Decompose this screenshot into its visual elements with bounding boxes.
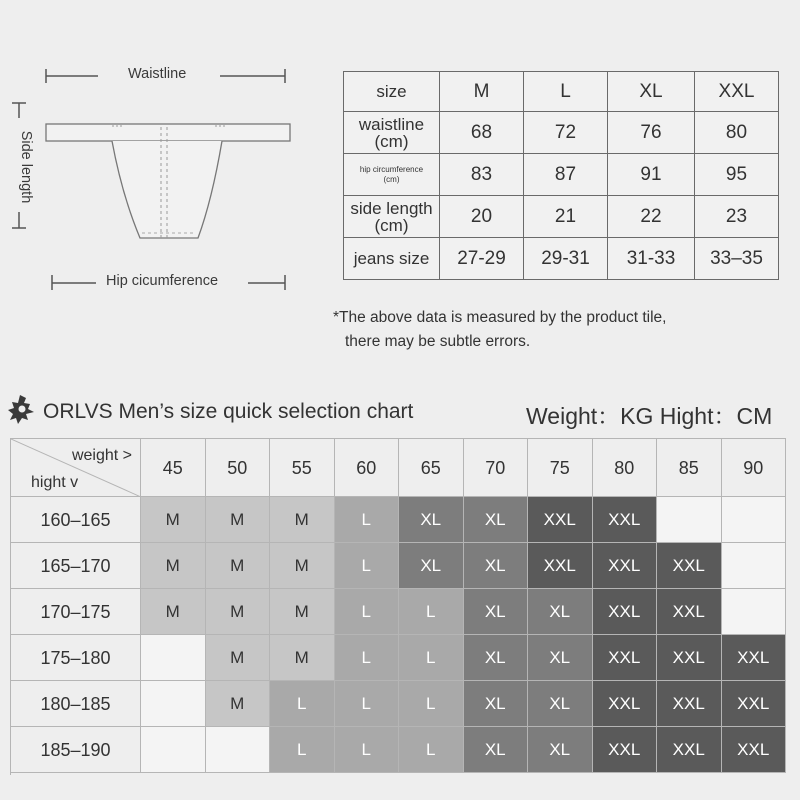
size-selection-grid <box>10 438 786 775</box>
table-cell: 68 <box>440 112 524 154</box>
size-header-cell: L <box>524 72 608 112</box>
size-cell: M <box>206 681 271 727</box>
row-label: side length (cm) <box>344 196 440 238</box>
hip-label: Hip cicumference <box>106 273 219 289</box>
weight-header-cell: 85 <box>657 439 722 497</box>
size-cell: XL <box>399 497 464 543</box>
chart-units: Weight：KG Hight：CM <box>526 403 773 429</box>
size-cell: XXL <box>593 727 658 773</box>
size-cell <box>141 635 206 681</box>
table-cell: 72 <box>524 112 608 154</box>
brief-outline-illustration <box>0 0 330 310</box>
size-cell: M <box>206 497 271 543</box>
height-row-label: 160–165 <box>11 497 141 543</box>
table-cell: 87 <box>524 154 608 196</box>
size-cell: M <box>270 497 335 543</box>
table-cell: 95 <box>695 154 779 196</box>
size-cell: L <box>399 681 464 727</box>
size-cell: XL <box>528 727 593 773</box>
table-cell: 23 <box>695 196 779 238</box>
weight-axis-label: weight > <box>71 447 132 464</box>
size-header-cell: XL <box>608 72 695 112</box>
hight-axis-label: hight v <box>31 474 79 491</box>
size-cell: XXL <box>722 727 787 773</box>
size-table-row <box>344 112 779 154</box>
grid-corner-cell <box>11 439 141 497</box>
size-table-row <box>344 196 779 238</box>
size-cell <box>657 497 722 543</box>
size-cell: XL <box>464 635 529 681</box>
row-label: jeans size <box>344 238 440 280</box>
note-line: *The above data is measured by the product tile, <box>333 309 667 326</box>
size-cell <box>722 497 787 543</box>
size-cell: XL <box>528 589 593 635</box>
table-cell: 20 <box>440 196 524 238</box>
size-table <box>343 71 779 280</box>
table-cell: 80 <box>695 112 779 154</box>
size-cell: M <box>141 543 206 589</box>
row-label: hip circumference (cm) <box>344 154 440 196</box>
size-cell: M <box>141 589 206 635</box>
size-cell: XXL <box>657 635 722 681</box>
size-cell: L <box>335 497 400 543</box>
chart-title: ORLVS Men’s size quick selection chart <box>43 400 414 423</box>
size-table-row <box>344 238 779 280</box>
size-cell: XL <box>528 681 593 727</box>
height-row-label: 185–190 <box>11 727 141 773</box>
size-cell: L <box>270 727 335 773</box>
size-cell: XXL <box>528 497 593 543</box>
size-cell: L <box>335 543 400 589</box>
table-cell: 27-29 <box>440 238 524 280</box>
size-cell: M <box>206 589 271 635</box>
height-row-label: 175–180 <box>11 635 141 681</box>
waistline-label: Waistline <box>128 66 187 82</box>
weight-header-cell: 50 <box>206 439 271 497</box>
row-label: waistline (cm) <box>344 112 440 154</box>
underwear-diagram <box>0 0 330 310</box>
size-cell <box>206 727 271 773</box>
note-line: there may be subtle errors. <box>345 333 531 350</box>
table-cell: 21 <box>524 196 608 238</box>
size-cell: XXL <box>722 635 787 681</box>
table-cell: 29-31 <box>524 238 608 280</box>
size-cell: L <box>270 681 335 727</box>
measurement-note <box>333 306 666 354</box>
table-cell: 91 <box>608 154 695 196</box>
weight-header-cell: 90 <box>722 439 787 497</box>
weight-header-cell: 55 <box>270 439 335 497</box>
size-cell: XXL <box>657 681 722 727</box>
size-cell: L <box>335 635 400 681</box>
size-cell: XL <box>528 635 593 681</box>
size-cell <box>141 727 206 773</box>
size-cell: XL <box>464 681 529 727</box>
weight-header-cell: 60 <box>335 439 400 497</box>
table-cell: 22 <box>608 196 695 238</box>
size-cell: XL <box>399 543 464 589</box>
size-header-cell: XXL <box>695 72 779 112</box>
weight-header-cell: 65 <box>399 439 464 497</box>
size-cell <box>141 681 206 727</box>
chart-title-row <box>0 392 800 432</box>
size-cell <box>722 589 787 635</box>
size-cell <box>722 543 787 589</box>
size-cell: M <box>270 635 335 681</box>
size-cell: XXL <box>528 543 593 589</box>
height-row-label: 170–175 <box>11 589 141 635</box>
size-cell: XXL <box>722 681 787 727</box>
size-header-cell: M <box>440 72 524 112</box>
table-cell: 83 <box>440 154 524 196</box>
size-table-row <box>344 154 779 196</box>
table-cell: 31-33 <box>608 238 695 280</box>
size-cell: XXL <box>593 635 658 681</box>
size-cell: XXL <box>593 497 658 543</box>
size-cell: XL <box>464 543 529 589</box>
size-cell: L <box>335 681 400 727</box>
size-cell: XXL <box>593 681 658 727</box>
size-cell: M <box>206 635 271 681</box>
size-cell: M <box>206 543 271 589</box>
size-cell: M <box>270 543 335 589</box>
brand-logo-icon <box>6 392 40 428</box>
size-cell: XXL <box>593 543 658 589</box>
size-cell: M <box>270 589 335 635</box>
weight-header-cell: 45 <box>141 439 206 497</box>
size-cell: L <box>335 727 400 773</box>
size-cell: M <box>141 497 206 543</box>
weight-header-cell: 70 <box>464 439 529 497</box>
height-row-label: 180–185 <box>11 681 141 727</box>
height-row-label: 165–170 <box>11 543 141 589</box>
size-cell: XXL <box>657 543 722 589</box>
size-table-header-row <box>344 72 779 112</box>
size-cell: L <box>399 635 464 681</box>
size-cell: XXL <box>657 589 722 635</box>
size-cell: XL <box>464 727 529 773</box>
weight-header-cell: 75 <box>528 439 593 497</box>
size-cell: XXL <box>593 589 658 635</box>
side-length-label: Side length <box>18 130 34 204</box>
size-cell: L <box>335 589 400 635</box>
size-header-cell: size <box>344 72 440 112</box>
size-cell: XXL <box>657 727 722 773</box>
size-cell: L <box>399 589 464 635</box>
table-cell: 76 <box>608 112 695 154</box>
table-cell: 33–35 <box>695 238 779 280</box>
weight-header-cell: 80 <box>593 439 658 497</box>
size-cell: XL <box>464 589 529 635</box>
size-cell: XL <box>464 497 529 543</box>
size-cell: L <box>399 727 464 773</box>
